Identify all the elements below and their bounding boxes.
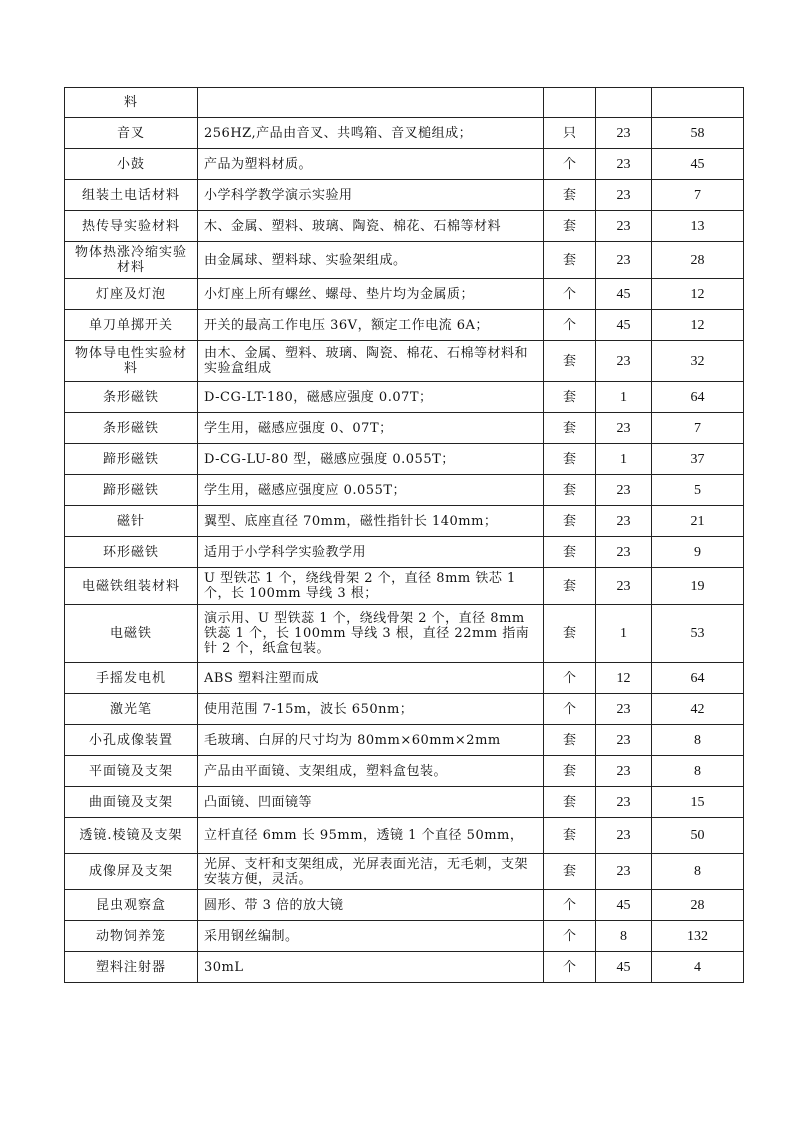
item-quantity-cell: 23 <box>596 341 652 382</box>
item-price-cell: 15 <box>652 787 744 818</box>
item-quantity-cell: 23 <box>596 694 652 725</box>
item-price-cell: 28 <box>652 890 744 921</box>
table-row <box>65 279 744 310</box>
item-unit-cell: 套 <box>544 382 596 413</box>
item-quantity-cell: 1 <box>596 605 652 663</box>
item-price-cell: 64 <box>652 663 744 694</box>
table-row <box>65 444 744 475</box>
table-row <box>65 118 744 149</box>
table-row <box>65 605 744 663</box>
item-name-cell: 音叉 <box>65 118 198 149</box>
item-unit-cell: 套 <box>544 242 596 279</box>
item-price-cell: 37 <box>652 444 744 475</box>
item-unit-cell: 个 <box>544 694 596 725</box>
item-name-cell: 激光笔 <box>65 694 198 725</box>
item-description-cell: 小学科学教学演示实验用 <box>198 180 544 211</box>
table-row <box>65 756 744 787</box>
table-row <box>65 149 744 180</box>
item-price-cell: 132 <box>652 921 744 952</box>
item-unit-cell: 个 <box>544 890 596 921</box>
item-description-cell: 光屏、支杆和支架组成，光屏表面光洁，无毛刺，支架安装方便，灵活。 <box>198 854 544 890</box>
item-unit-cell: 套 <box>544 506 596 537</box>
table-row <box>65 180 744 211</box>
item-quantity-cell: 1 <box>596 444 652 475</box>
item-description-cell: 翼型、底座直径 70mm，磁性指针长 140mm； <box>198 506 544 537</box>
table-row <box>65 382 744 413</box>
item-quantity-cell: 1 <box>596 382 652 413</box>
item-description-cell: 产品为塑料材质。 <box>198 149 544 180</box>
item-unit-cell: 套 <box>544 725 596 756</box>
item-quantity-cell: 23 <box>596 506 652 537</box>
item-unit-cell: 个 <box>544 952 596 983</box>
item-unit-cell: 套 <box>544 413 596 444</box>
item-price-cell: 58 <box>652 118 744 149</box>
item-unit-cell: 套 <box>544 444 596 475</box>
table-row <box>65 341 744 382</box>
item-unit-cell: 套 <box>544 756 596 787</box>
table-row <box>65 818 744 854</box>
item-quantity-cell: 23 <box>596 537 652 568</box>
item-unit-cell: 个 <box>544 149 596 180</box>
item-price-cell: 12 <box>652 279 744 310</box>
item-description-cell <box>198 88 544 118</box>
table-row <box>65 854 744 890</box>
item-description-cell: 30mL <box>198 952 544 983</box>
table-row <box>65 694 744 725</box>
item-price-cell: 19 <box>652 568 744 605</box>
item-description-cell: ABS 塑料注塑而成 <box>198 663 544 694</box>
item-price-cell: 8 <box>652 854 744 890</box>
table-row <box>65 211 744 242</box>
item-description-cell: 凸面镜、凹面镜等 <box>198 787 544 818</box>
item-price-cell: 28 <box>652 242 744 279</box>
table-row <box>65 890 744 921</box>
item-quantity-cell: 45 <box>596 890 652 921</box>
table-body <box>65 88 744 983</box>
item-quantity-cell: 23 <box>596 180 652 211</box>
item-unit-cell: 套 <box>544 211 596 242</box>
item-price-cell: 12 <box>652 310 744 341</box>
item-unit-cell: 套 <box>544 180 596 211</box>
item-name-cell: 电磁铁 <box>65 605 198 663</box>
item-price-cell: 9 <box>652 537 744 568</box>
item-name-cell: 小鼓 <box>65 149 198 180</box>
item-price-cell: 4 <box>652 952 744 983</box>
item-price-cell: 64 <box>652 382 744 413</box>
item-name-cell: 条形磁铁 <box>65 382 198 413</box>
item-name-cell: 手摇发电机 <box>65 663 198 694</box>
item-quantity-cell: 45 <box>596 310 652 341</box>
item-description-cell: 产品由平面镜、支架组成，塑料盒包装。 <box>198 756 544 787</box>
item-description-cell: U 型铁芯 1 个，绕线骨架 2 个，直径 8mm 铁芯 1 个，长 100mm 导线 3 根； <box>198 568 544 605</box>
item-name-cell: 曲面镜及支架 <box>65 787 198 818</box>
item-description-cell: 使用范围 7-15m，波长 650nm； <box>198 694 544 725</box>
item-quantity-cell <box>596 88 652 118</box>
item-unit-cell: 个 <box>544 279 596 310</box>
item-name-cell: 平面镜及支架 <box>65 756 198 787</box>
item-name-cell: 小孔成像装置 <box>65 725 198 756</box>
item-unit-cell: 只 <box>544 118 596 149</box>
table-row <box>65 506 744 537</box>
item-description-cell: 圆形、带 3 倍的放大镜 <box>198 890 544 921</box>
item-description-cell: 立杆直径 6mm 长 95mm，透镜 1 个直径 50mm， <box>198 818 544 854</box>
item-quantity-cell: 23 <box>596 787 652 818</box>
table-row <box>65 475 744 506</box>
item-quantity-cell: 23 <box>596 756 652 787</box>
item-quantity-cell: 23 <box>596 725 652 756</box>
item-unit-cell: 个 <box>544 663 596 694</box>
item-description-cell: 毛玻璃、白屏的尺寸均为 80mm×60mm×2mm <box>198 725 544 756</box>
item-description-cell: 适用于小学科学实验教学用 <box>198 537 544 568</box>
item-price-cell: 7 <box>652 180 744 211</box>
item-name-cell: 环形磁铁 <box>65 537 198 568</box>
item-price-cell: 21 <box>652 506 744 537</box>
item-name-cell: 塑料注射器 <box>65 952 198 983</box>
item-name-cell: 料 <box>65 88 198 118</box>
item-description-cell: 学生用，磁感应强度应 0.055T； <box>198 475 544 506</box>
item-name-cell: 动物饲养笼 <box>65 921 198 952</box>
item-price-cell: 42 <box>652 694 744 725</box>
item-name-cell: 组装土电话材料 <box>65 180 198 211</box>
item-name-cell: 单刀单掷开关 <box>65 310 198 341</box>
item-price-cell: 45 <box>652 149 744 180</box>
item-quantity-cell: 12 <box>596 663 652 694</box>
item-quantity-cell: 23 <box>596 475 652 506</box>
item-price-cell: 5 <box>652 475 744 506</box>
item-quantity-cell: 23 <box>596 818 652 854</box>
item-description-cell: 256HZ,产品由音叉、共鸣箱、音叉槌组成； <box>198 118 544 149</box>
item-quantity-cell: 23 <box>596 242 652 279</box>
item-description-cell: 演示用、U 型铁蕊 1 个，绕线骨架 2 个，直径 8mm 铁蕊 1 个，长 100mm 导线 3 根，直径 22mm 指南针 2 个，纸盒包装。 <box>198 605 544 663</box>
item-name-cell: 蹄形磁铁 <box>65 444 198 475</box>
item-unit-cell: 套 <box>544 475 596 506</box>
table-row <box>65 787 744 818</box>
item-name-cell: 条形磁铁 <box>65 413 198 444</box>
item-price-cell: 7 <box>652 413 744 444</box>
item-price-cell: 8 <box>652 756 744 787</box>
table-row <box>65 537 744 568</box>
item-unit-cell: 套 <box>544 787 596 818</box>
item-quantity-cell: 8 <box>596 921 652 952</box>
item-quantity-cell: 45 <box>596 279 652 310</box>
item-quantity-cell: 23 <box>596 854 652 890</box>
item-unit-cell: 个 <box>544 921 596 952</box>
item-description-cell: 学生用，磁感应强度 0、07T； <box>198 413 544 444</box>
item-name-cell: 透镜.棱镜及支架 <box>65 818 198 854</box>
item-name-cell: 蹄形磁铁 <box>65 475 198 506</box>
item-unit-cell: 套 <box>544 605 596 663</box>
table-row <box>65 663 744 694</box>
item-unit-cell: 套 <box>544 341 596 382</box>
item-description-cell: 采用钢丝编制。 <box>198 921 544 952</box>
item-quantity-cell: 23 <box>596 211 652 242</box>
table-row <box>65 413 744 444</box>
item-unit-cell: 套 <box>544 818 596 854</box>
item-unit-cell: 套 <box>544 854 596 890</box>
item-quantity-cell: 23 <box>596 568 652 605</box>
item-description-cell: 开关的最高工作电压 36V，额定工作电流 6A； <box>198 310 544 341</box>
item-name-cell: 电磁铁组装材料 <box>65 568 198 605</box>
item-quantity-cell: 23 <box>596 118 652 149</box>
item-description-cell: D-CG-LT-180，磁感应强度 0.07T； <box>198 382 544 413</box>
item-description-cell: D-CG-LU-80 型，磁感应强度 0.055T； <box>198 444 544 475</box>
item-name-cell: 磁针 <box>65 506 198 537</box>
table-row <box>65 310 744 341</box>
table-row <box>65 568 744 605</box>
item-description-cell: 由木、金属、塑料、玻璃、陶瓷、棉花、石棉等材料和实验盒组成 <box>198 341 544 382</box>
item-quantity-cell: 45 <box>596 952 652 983</box>
equipment-table <box>64 87 744 983</box>
item-description-cell: 由金属球、塑料球、实验架组成。 <box>198 242 544 279</box>
item-quantity-cell: 23 <box>596 149 652 180</box>
item-price-cell: 8 <box>652 725 744 756</box>
item-unit-cell <box>544 88 596 118</box>
table-row <box>65 725 744 756</box>
item-name-cell: 灯座及灯泡 <box>65 279 198 310</box>
item-price-cell: 13 <box>652 211 744 242</box>
table-row <box>65 88 744 118</box>
item-description-cell: 小灯座上所有螺丝、螺母、垫片均为金属质； <box>198 279 544 310</box>
item-unit-cell: 套 <box>544 568 596 605</box>
table-row <box>65 242 744 279</box>
item-unit-cell: 个 <box>544 310 596 341</box>
item-price-cell: 53 <box>652 605 744 663</box>
item-price-cell: 32 <box>652 341 744 382</box>
item-quantity-cell: 23 <box>596 413 652 444</box>
item-name-cell: 物体热涨冷缩实验材料 <box>65 242 198 279</box>
item-description-cell: 木、金属、塑料、玻璃、陶瓷、棉花、石棉等材料 <box>198 211 544 242</box>
item-name-cell: 物体导电性实验材料 <box>65 341 198 382</box>
item-name-cell: 成像屏及支架 <box>65 854 198 890</box>
table-row <box>65 921 744 952</box>
item-price-cell <box>652 88 744 118</box>
item-name-cell: 热传导实验材料 <box>65 211 198 242</box>
item-name-cell: 昆虫观察盒 <box>65 890 198 921</box>
table-row <box>65 952 744 983</box>
item-unit-cell: 套 <box>544 537 596 568</box>
item-price-cell: 50 <box>652 818 744 854</box>
